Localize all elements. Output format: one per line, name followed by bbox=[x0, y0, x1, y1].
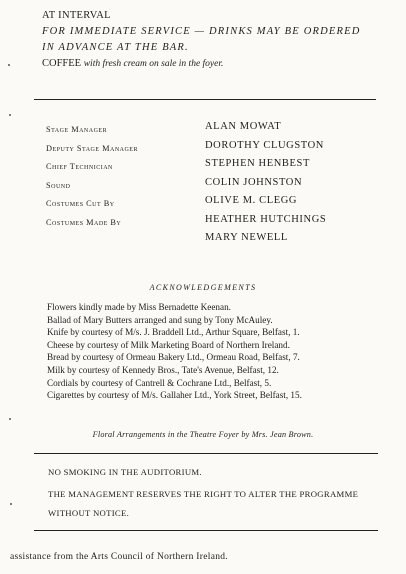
crew-name: ALAN MOWAT bbox=[205, 121, 282, 132]
acknowledgement-item: Cordials by courtesy of Cantrell & Cochrane Ltd., Belfast, 5. bbox=[47, 377, 272, 388]
crew-name: COLIN JOHNSTON bbox=[205, 176, 303, 188]
crew-name: OLIVE M. CLEGG bbox=[205, 195, 298, 206]
acknowledgement-item: Flowers kindly made by Miss Bernadette Keenan. bbox=[47, 302, 231, 312]
interval-notice bbox=[42, 8, 392, 72]
crew-name: STEPHEN HENBEST bbox=[205, 158, 310, 169]
no-smoking-notice: NO SMOKING IN THE AUDITORIUM. bbox=[48, 467, 202, 477]
coffee-caps: COFFEE bbox=[42, 58, 82, 69]
crew-row bbox=[46, 138, 386, 157]
coffee-line bbox=[42, 56, 392, 72]
reserve-notice-line-1: THE MANAGEMENT RESERVES THE RIGHT TO ALTER THE PROGRAMME bbox=[48, 489, 359, 499]
crew-role: Costumes Made By bbox=[46, 217, 122, 227]
binding-mark bbox=[8, 64, 10, 66]
crew-role: Stage Manager bbox=[46, 125, 108, 134]
crew-row bbox=[46, 212, 386, 231]
crew-name: MARY NEWELL bbox=[205, 232, 288, 243]
binding-mark bbox=[10, 503, 12, 505]
coffee-rest: with fresh cream on sale in the foyer. bbox=[83, 59, 224, 69]
binding-mark bbox=[9, 114, 11, 116]
crew-role: Sound bbox=[46, 180, 71, 190]
crew-row bbox=[46, 175, 386, 194]
acknowledgement-item: Ballad of Mary Butters arranged and sung by Tony McAuley. bbox=[47, 314, 273, 325]
acknowledgements-title: ACKNOWLEDGEMENTS bbox=[149, 283, 257, 292]
crew-list bbox=[46, 119, 386, 249]
crew-row bbox=[46, 230, 386, 249]
crew-row bbox=[46, 119, 386, 138]
acknowledgement-item: Cigarettes by courtesy of M/s. Gallaher Ltd., York Street, Belfast, 15. bbox=[47, 390, 302, 401]
divider-top bbox=[34, 99, 376, 100]
crew-role: Deputy Stage Manager bbox=[46, 143, 138, 153]
crew-name: HEATHER HUTCHINGS bbox=[205, 213, 327, 225]
acknowledgement-item: Bread by courtesy of Ormeau Bakery Ltd., Ormeau Road, Belfast, 7. bbox=[47, 352, 300, 363]
interval-line-1: FOR IMMEDIATE SERVICE — DRINKS MAY BE ORDERED bbox=[42, 26, 361, 37]
crew-name: DOROTHY CLUGSTON bbox=[205, 139, 324, 151]
acknowledgement-item: Knife by courtesy of M/s. J. Braddell Ltd., Arthur Square, Belfast, 1. bbox=[47, 327, 300, 338]
crew-role: Costumes Cut By bbox=[46, 199, 115, 208]
crew-row bbox=[46, 156, 386, 175]
divider-middle bbox=[34, 453, 378, 454]
acknowledgements-list bbox=[47, 301, 387, 402]
divider-bottom bbox=[34, 530, 378, 531]
arts-council-footer: assistance from the Arts Council of Northern Ireland. bbox=[10, 552, 228, 562]
interval-heading: AT INTERVAL bbox=[42, 10, 111, 21]
reserve-notice-line-2: WITHOUT NOTICE. bbox=[48, 508, 130, 518]
crew-role: Chief Technician bbox=[46, 162, 113, 171]
interval-line-2: IN ADVANCE AT THE BAR. bbox=[42, 42, 189, 53]
crew-row bbox=[46, 193, 386, 212]
acknowledgement-item: Cheese by courtesy of Milk Marketing Board of Northern Ireland. bbox=[47, 339, 290, 350]
binding-mark bbox=[9, 418, 11, 420]
floral-credit: Floral Arrangements in the Theatre Foyer by Mrs. Jean Brown. bbox=[92, 430, 314, 439]
acknowledgement-item: Milk by courtesy of Kennedy Bros., Tate's Avenue, Belfast, 12. bbox=[47, 364, 279, 375]
